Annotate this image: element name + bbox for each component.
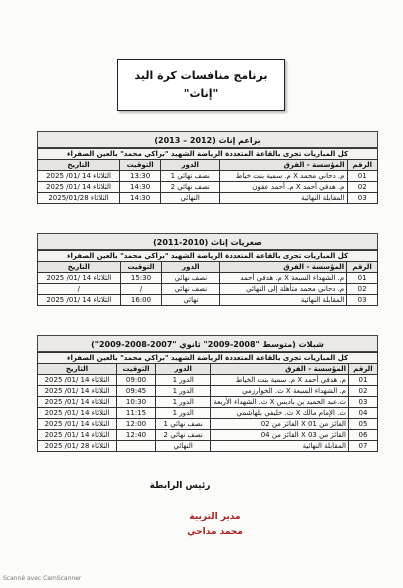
cell-time: 11:15 <box>117 408 156 419</box>
signature-stamp <box>170 510 260 560</box>
cell-round: نهائي <box>162 295 220 306</box>
scanner-footer: Scanné avec CamScanner <box>3 575 82 582</box>
cell-date: الثلاثاء 14 /01/ 2025 <box>38 295 121 306</box>
cell-team: الفائز من 01 X الفائز من 02 <box>211 419 349 430</box>
col-header-num: الرقم <box>347 160 378 171</box>
cell-num: 07 <box>348 441 377 452</box>
cell-num: 05 <box>348 419 377 430</box>
cell-round: الدور 1 <box>156 408 211 419</box>
col-header-num: الرقم <box>347 262 378 273</box>
cell-team: م. هدفي أحمد X م. سمية بنت الخياط <box>211 375 349 386</box>
col-header-time: التوقيت <box>117 364 156 375</box>
section-title-1: براعم إناث (2012 – 2013) <box>37 131 378 148</box>
col-header-time: التوقيت <box>120 262 162 273</box>
table-row <box>38 397 378 408</box>
signature-title: رئيس الرابطة <box>149 481 211 491</box>
table-row <box>38 284 378 295</box>
cell-time: 15:30 <box>120 273 162 284</box>
cell-team: م. دحاني محمد متأهلة إلى النهائي <box>220 284 347 295</box>
cell-num: 02 <box>348 386 377 397</box>
cell-date: الثلاثاء 28 /01/ 2025 <box>38 441 117 452</box>
cell-team: م. دحاني محمد X م. سمية بنت خياط <box>220 171 347 182</box>
cell-round: نصف نهائي 2 <box>161 182 220 193</box>
cell-round: الدور 1 <box>156 375 211 386</box>
cell-team: ث.عبد الحميد بن باديس X ث. الشهداء الأربعة <box>211 397 349 408</box>
cell-num: 06 <box>348 430 377 441</box>
cell-team: م. الشهداء السبعة X ث. الخوارزمي <box>211 386 349 397</box>
col-header-time: التوقيت <box>120 160 161 171</box>
table-row <box>38 430 378 441</box>
cell-team: ث. الإمام مالك X ث. خليفي بلهاشمي <box>211 408 349 419</box>
cell-num: 01 <box>348 375 377 386</box>
table-note: كل المباريات تجرى بالقاعة المتعددة الرياضة الشهيد "براكي محمد" بالعين الصفراء <box>38 251 378 262</box>
cell-num: 03 <box>347 193 378 204</box>
schedule-table-1 <box>37 148 378 204</box>
cell-date: الثلاثاء 14 /01/ 2025 <box>38 419 117 430</box>
cell-time: 09:00 <box>117 375 156 386</box>
cell-date: الثلاثاء 14 /01/ 2025 <box>38 408 117 419</box>
cell-num: 01 <box>347 273 378 284</box>
col-header-team: المؤسسة - الفرق <box>211 364 349 375</box>
cell-round: النهائي <box>156 441 211 452</box>
cell-num: 01 <box>347 171 378 182</box>
cell-num: 03 <box>348 397 377 408</box>
col-header-date: التاريخ <box>38 262 121 273</box>
cell-time: 13:30 <box>120 171 161 182</box>
cell-date: الثلاثاء 2025/01/28 <box>38 193 120 204</box>
document-title: برنامج منافسات كرة اليد <box>134 69 268 82</box>
table-row <box>38 441 378 452</box>
col-header-round: الدور <box>156 364 211 375</box>
section-title-2: صغريات إناث (2010-2011) <box>37 233 378 250</box>
cell-num: 02 <box>347 182 378 193</box>
section-title-3: شبلات (متوسط "2008-2009" ثانوي "2007-2008-2009") <box>37 335 378 352</box>
cell-num: 02 <box>347 284 378 295</box>
document-title-box <box>117 59 285 111</box>
col-header-round: الدور <box>162 262 220 273</box>
cell-round: النهائي <box>161 193 220 204</box>
stamp-line-2: محمد مداحي <box>187 527 243 537</box>
cell-date: الثلاثاء 14 /01/ 2025 <box>38 397 117 408</box>
col-header-round: الدور <box>161 160 220 171</box>
table-row <box>38 182 378 193</box>
table-row <box>38 386 378 397</box>
cell-team: المقابلة النهائية <box>220 193 347 204</box>
cell-team: المقابلة النهائية <box>220 295 347 306</box>
cell-date: الثلاثاء 14 /01/ 2025 <box>38 273 121 284</box>
table-row <box>38 408 378 419</box>
cell-round: الدور 1 <box>156 397 211 408</box>
cell-team: م. هدفي أحمد X م. أحمد عقون <box>220 182 347 193</box>
cell-round: نصف نهائي 1 <box>161 171 220 182</box>
cell-date: الثلاثاء 14 /01/ 2025 <box>38 375 117 386</box>
schedule-table-2 <box>37 250 378 306</box>
cell-date: الثلاثاء 14 /01/ 2025 <box>38 386 117 397</box>
cell-team: المقابلة النهائية <box>211 441 349 452</box>
table-row <box>38 273 378 284</box>
cell-round: نصف نهائي <box>162 273 220 284</box>
cell-round: الدور 1 <box>156 386 211 397</box>
cell-team: م. الشهداء السبعة X م. هدفي أحمد <box>220 273 347 284</box>
cell-time: 12:00 <box>117 419 156 430</box>
cell-time: 14:30 <box>120 193 161 204</box>
cell-time: 12:40 <box>117 430 156 441</box>
col-header-team: المؤسسة - الفرق <box>220 262 347 273</box>
table-note: كل المباريات تجرى بالقاعة المتعددة الرياضة الشهيد "براكي محمد" بالعين الصفراء <box>38 353 378 364</box>
cell-time: 14:30 <box>120 182 161 193</box>
cell-round: نصف نهائي <box>162 284 220 295</box>
cell-round: نصف نهائي 2 <box>156 430 211 441</box>
col-header-num: الرقم <box>348 364 377 375</box>
col-header-date: التاريخ <box>38 160 120 171</box>
cell-date: الثلاثاء 14 /01/ 2025 <box>38 171 120 182</box>
cell-time: 10:30 <box>117 397 156 408</box>
stamp-line-1: مدير التربية <box>189 512 241 522</box>
cell-date: الثلاثاء 14 /01/ 2025 <box>38 430 117 441</box>
col-header-date: التاريخ <box>38 364 117 375</box>
cell-time: 16:00 <box>120 295 162 306</box>
table-row <box>38 193 378 204</box>
table-row <box>38 419 378 430</box>
cell-time <box>117 441 156 452</box>
document-subtitle: "إناث" <box>183 87 219 100</box>
cell-num: 04 <box>348 408 377 419</box>
cell-round: نصف نهائي 1 <box>156 419 211 430</box>
table-row <box>38 171 378 182</box>
cell-num: 03 <box>347 295 378 306</box>
cell-time: / <box>120 284 162 295</box>
col-header-team: المؤسسة - الفرق <box>220 160 347 171</box>
cell-team: الفائز من 03 X الفائز من 04 <box>211 430 349 441</box>
cell-date: / <box>38 284 121 295</box>
table-row <box>38 375 378 386</box>
schedule-table-3 <box>37 352 378 452</box>
table-row <box>38 295 378 306</box>
cell-time: 09:45 <box>117 386 156 397</box>
table-note: كل المباريات تجرى بالقاعة المتعددة الرياضة الشهيد "براكي محمد" بالعين الصفراء <box>38 149 378 160</box>
cell-date: الثلاثاء 14 /01/ 2025 <box>38 182 120 193</box>
